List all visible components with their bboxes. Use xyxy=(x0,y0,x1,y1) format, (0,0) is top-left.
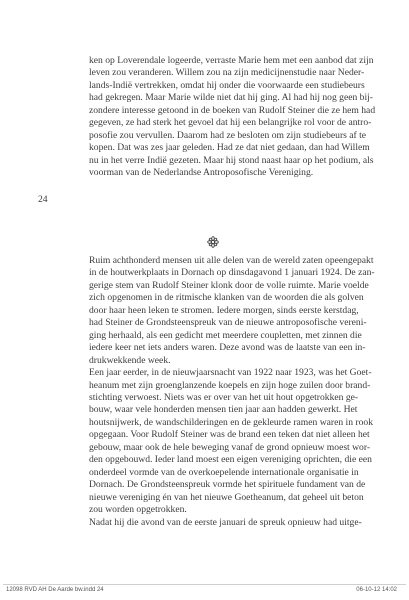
text-line: bouw, waar vele honderden mensen tien jaar aan hadden gewerkt. Het xyxy=(89,404,358,416)
text-line: zou worden opgetrokken. xyxy=(89,504,187,516)
footer-timestamp: 06-10-12 14:02 xyxy=(356,587,397,593)
text-line: had gekregen. Maar Marie wilde niet dat hij ging. Al had hij nog geen bij- xyxy=(89,92,374,104)
text-line: gerige stem van Rudolf Steiner klonk door de volle ruimte. Marie voelde xyxy=(89,279,369,291)
text-line: opgegaan. Voor Rudolf Steiner was de brand een teken dat niet alleen het xyxy=(89,429,370,441)
text-line: Dornach. De Grondsteenspreuk vormde het spirituele fundament van de xyxy=(89,479,366,491)
text-line: onderdeel vormde van de overkoepelende internationale organisatie in xyxy=(89,466,359,478)
text-line: in de houtwerkplaats in Dornach op dinsdagavond 1 januari 1924. De zan- xyxy=(89,267,375,279)
text-line: door haar heen leken te stromen. Iedere morgen, sinds eerste kerstdag, xyxy=(89,304,359,316)
text-line: zich opgenomen in de ritmische klanken van de woorden die als golven xyxy=(89,292,364,304)
text-line: lands-Indië vertrekken, omdat hij onder die voorwaarde een studiebeurs xyxy=(89,79,365,91)
text-line: posofie zou vervullen. Daarom had ze besloten om zijn studiebeurs af te xyxy=(89,129,367,141)
text-line: Nadat hij die avond van de eerste januari de spreuk opnieuw had uitge- xyxy=(89,516,362,528)
text-line: nu in het verre Indië gezeten. Maar hij stond naast haar op het podium, als xyxy=(89,154,374,166)
text-line: stichting verwoest. Niets was er over van het uit hout opgetrokken ge- xyxy=(89,391,359,403)
text-line: iedere keer net iets anders waren. Deze avond was de laatste van een in- xyxy=(89,342,366,354)
text-line: houtsnijwerk, de wandschilderingen en de gekleurde ramen waren in rook xyxy=(89,416,373,428)
paragraph-top xyxy=(89,55,376,180)
text-line: voorman van de Nederlandse Antroposofische Vereniging. xyxy=(89,167,314,179)
text-line: drukwekkende week. xyxy=(89,354,171,366)
text-line: had Steiner de Grondsteenspreuk van de nieuwe antroposofische vereni- xyxy=(89,317,367,329)
text-line: gebouw, maar ook de hele beweging vanaf de grond opnieuw moest wor- xyxy=(89,441,371,453)
text-line: kopen. Dat was zes jaar geleden. Had ze dat niet gedaan, dan had Willem xyxy=(89,142,370,154)
text-line: ging herhaald, als een gedicht met meerdere coupletten, met zinnen die xyxy=(89,329,362,341)
text-line: ken op Loverendale logeerde, verraste Marie hem met een aanbod dat zijn xyxy=(89,55,374,66)
text-line: gegeven, ze had sterk het gevoel dat hij een belangrijke rol voor de antro- xyxy=(89,117,372,129)
text-line: nieuwe vereniging én van het nieuwe Goetheanum, dat geheel uit beton xyxy=(89,491,364,503)
text-line: heanum met zijn groenglanzende koepels en zijn hoge zuilen door brand- xyxy=(89,379,371,391)
text-line: zondere interesse getoond in de boeken van Rudolf Steiner die ze hem had xyxy=(89,104,376,116)
text-line: den opgebouwd. Ieder land moest een eigen vereniging oprichten, die een xyxy=(89,454,372,466)
footer-divider xyxy=(3,584,406,585)
flower-ornament-icon xyxy=(207,236,219,248)
text-line: leven zou veranderen. Willem zou na zijn medicijnenstudie naar Neder- xyxy=(89,67,365,79)
page-number: 24 xyxy=(38,194,48,205)
print-slug-footer xyxy=(0,578,409,600)
footer-file-name: 12098 RVD AH De Aarde bw.indd 24 xyxy=(6,587,104,593)
text-line: Een jaar eerder, in de nieuwjaarsnacht van 1922 naar 1923, was het Goet- xyxy=(89,367,372,379)
text-line: Ruim achthonderd mensen uit alle delen van de wereld zaten opeengepakt xyxy=(89,255,374,266)
paragraph-bottom xyxy=(89,255,375,529)
